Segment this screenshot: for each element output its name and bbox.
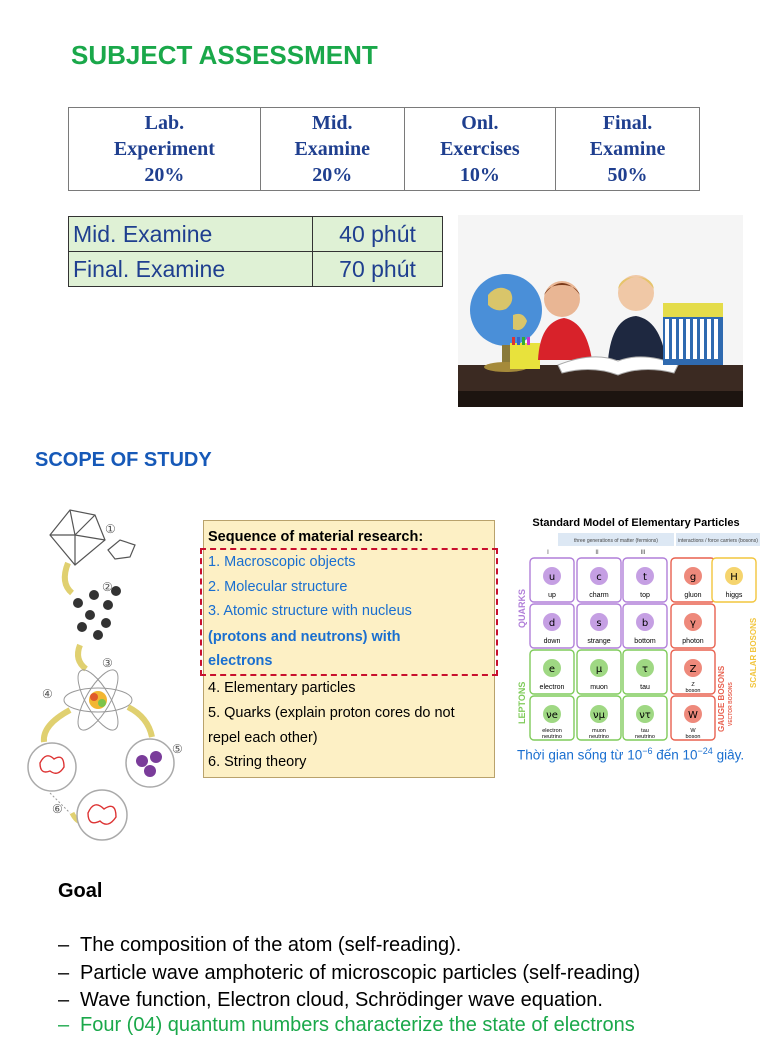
table-row	[69, 217, 443, 252]
particle-name: electron	[542, 728, 562, 734]
atom-icon	[64, 665, 132, 736]
assessment-label: Examine	[294, 138, 371, 160]
list-item: 4. Elementary particles	[208, 680, 356, 696]
particle-name: electron	[539, 684, 565, 691]
particle-name: neutrino	[542, 734, 562, 740]
bullet-dash: –	[58, 962, 70, 984]
particle-symbol: γ	[690, 618, 696, 629]
particle-symbol: b	[641, 618, 649, 629]
particle-cell	[577, 604, 621, 648]
assessment-label: Mid.	[311, 112, 353, 134]
bullet-dash: –	[58, 934, 70, 956]
standard-model-diagram	[510, 512, 762, 772]
caption-exponent: −24	[697, 746, 713, 756]
page-title: SUBJECT ASSESSMENT	[71, 40, 378, 70]
step-number: ⑤	[172, 742, 183, 756]
assessment-cell	[260, 108, 404, 191]
particle-cell	[530, 558, 574, 602]
particle-name: top	[640, 592, 650, 599]
step-number: ①	[105, 522, 116, 536]
exam-time-table	[68, 216, 443, 287]
assessment-cell	[404, 108, 555, 191]
particle-name: tau	[640, 684, 650, 691]
caption-exponent: −6	[642, 746, 653, 756]
particle-symbol: d	[548, 618, 556, 629]
particle-cell	[671, 696, 715, 740]
particle-name: muon	[590, 684, 608, 691]
vector-bosons-label: VECTOR BOSONS	[728, 682, 734, 726]
particle-symbol: H	[730, 572, 738, 583]
particle-cell	[671, 558, 715, 602]
step-number: ③	[102, 656, 113, 670]
particle-name: higgs	[725, 592, 743, 599]
particle-cell	[577, 650, 621, 694]
particle-symbol: Z	[689, 664, 697, 675]
scalar-bosons-label: SCALAR BOSONS	[749, 617, 758, 688]
generation-label: III	[640, 550, 646, 556]
lifetime-caption	[517, 746, 744, 763]
goal-heading: Goal	[58, 880, 103, 902]
particle-cell	[623, 696, 667, 740]
particle-symbol: ντ	[639, 710, 651, 721]
molecule-icon	[73, 586, 121, 640]
particle-name: muon	[592, 728, 606, 734]
exam-name: Mid. Examine	[69, 217, 313, 252]
assessment-label: Final.	[602, 112, 653, 134]
particle-symbol: W	[688, 710, 698, 721]
particle-cell	[623, 558, 667, 602]
step-number: ⑥	[52, 802, 63, 816]
assessment-label: Lab.	[144, 112, 185, 134]
goal-item	[58, 934, 461, 957]
assessment-percent: 20%	[144, 164, 185, 186]
assessment-percent: 10%	[459, 164, 500, 186]
particle-symbol: νμ	[593, 710, 605, 721]
step-number: ④	[42, 687, 53, 701]
particle-name: boson	[685, 734, 701, 740]
particle-cell	[712, 558, 756, 602]
assessment-cell	[69, 108, 261, 191]
exam-duration: 40 phút	[313, 217, 443, 252]
goal-text: The composition of the atom (self-reading).	[80, 934, 462, 956]
list-item: 3. Atomic structure with nucleus	[208, 603, 412, 619]
particle-symbol: c	[596, 572, 602, 583]
particle-cell	[623, 650, 667, 694]
caption-text: Thời gian sống từ 10	[517, 747, 643, 763]
particle-name: Z	[691, 682, 695, 688]
string-icon	[77, 790, 127, 840]
assessment-label: Examine	[589, 138, 666, 160]
particle-name: charm	[589, 592, 609, 599]
assessment-label: Experiment	[113, 138, 215, 160]
leptons-label: LEPTONS	[517, 681, 527, 724]
particle-name: tau	[641, 728, 649, 734]
list-item: 6. String theory	[208, 754, 307, 770]
section-heading-scope: SCOPE OF STUDY	[35, 449, 212, 471]
force-header: interactions / force carriers (bosons)	[678, 538, 758, 544]
diamond-icon	[50, 510, 135, 565]
particle-cell	[530, 696, 574, 740]
caption-text: đến 10	[652, 747, 698, 763]
particle-name: down	[543, 638, 561, 645]
gauge-bosons-label: GAUGE BOSONS	[717, 665, 726, 732]
particle-cell	[577, 696, 621, 740]
particle-symbol: g	[689, 572, 697, 583]
particle-symbol: e	[548, 664, 556, 675]
goal-text: Four (04) quantum numbers characterize the state of electrons	[80, 1014, 635, 1036]
caption-text: giây.	[712, 747, 745, 763]
assessment-percent: 50%	[607, 164, 648, 186]
goal-text: Particle wave amphoteric of microscopic particles (self-reading)	[80, 962, 641, 984]
particle-name: W	[690, 728, 696, 734]
goal-text: Wave function, Electron cloud, Schrödinger wave equation.	[80, 989, 603, 1011]
particle-symbol: u	[548, 572, 556, 583]
table-row	[69, 252, 443, 287]
particle-name: photon	[682, 638, 704, 645]
goal-item	[58, 989, 603, 1012]
sequence-heading: Sequence of material research:	[208, 529, 424, 545]
list-item: (protons and neutrons) with	[208, 629, 401, 645]
proton-icon	[28, 743, 76, 791]
assessment-cell	[556, 108, 700, 191]
particle-name: neutrino	[635, 734, 655, 740]
particle-symbol: νe	[546, 710, 558, 721]
particle-name: neutrino	[589, 734, 609, 740]
list-item: 2. Molecular structure	[208, 579, 348, 595]
particle-cell	[671, 604, 715, 648]
particle-symbol: s	[596, 618, 602, 629]
list-item: electrons	[208, 653, 273, 669]
diagram-title: Standard Model of Elementary Particles	[532, 517, 740, 529]
generation-label: I	[547, 550, 549, 556]
quarks-label: QUARKS	[517, 588, 527, 628]
particle-symbol: τ	[641, 664, 649, 675]
step-number: ②	[102, 580, 113, 594]
particle-symbol: μ	[595, 664, 603, 675]
particle-name: gluon	[684, 592, 702, 599]
children-studying-photo	[458, 215, 743, 407]
bullet-dash: –	[58, 1014, 70, 1036]
quark-icon	[126, 739, 174, 787]
assessment-label: Onl.	[461, 112, 499, 134]
particle-cell	[577, 558, 621, 602]
particle-cell	[530, 604, 574, 648]
assessment-percent: 20%	[312, 164, 353, 186]
material-levels-illustration	[20, 495, 200, 845]
assessment-label: Exercises	[440, 138, 520, 160]
particle-name: up	[548, 592, 556, 599]
particle-name: bottom	[634, 638, 656, 645]
particle-name: strange	[587, 638, 611, 645]
particle-name: boson	[685, 688, 701, 694]
assessment-table	[68, 107, 700, 191]
list-item: 1. Macroscopic objects	[208, 554, 356, 570]
particle-symbol: t	[643, 572, 647, 583]
bullet-dash: –	[58, 989, 70, 1011]
exam-duration: 70 phút	[313, 252, 443, 287]
exam-name: Final. Examine	[69, 252, 313, 287]
particle-cell	[671, 650, 715, 694]
particle-cell	[530, 650, 574, 694]
list-item: repel each other)	[208, 730, 318, 746]
list-item: 5. Quarks (explain proton cores do not	[208, 705, 455, 721]
particle-cell	[623, 604, 667, 648]
generation-header: three generations of matter (fermions)	[574, 538, 658, 544]
goal-item	[58, 1014, 635, 1037]
generation-label: II	[595, 550, 599, 556]
goal-item	[58, 962, 640, 985]
